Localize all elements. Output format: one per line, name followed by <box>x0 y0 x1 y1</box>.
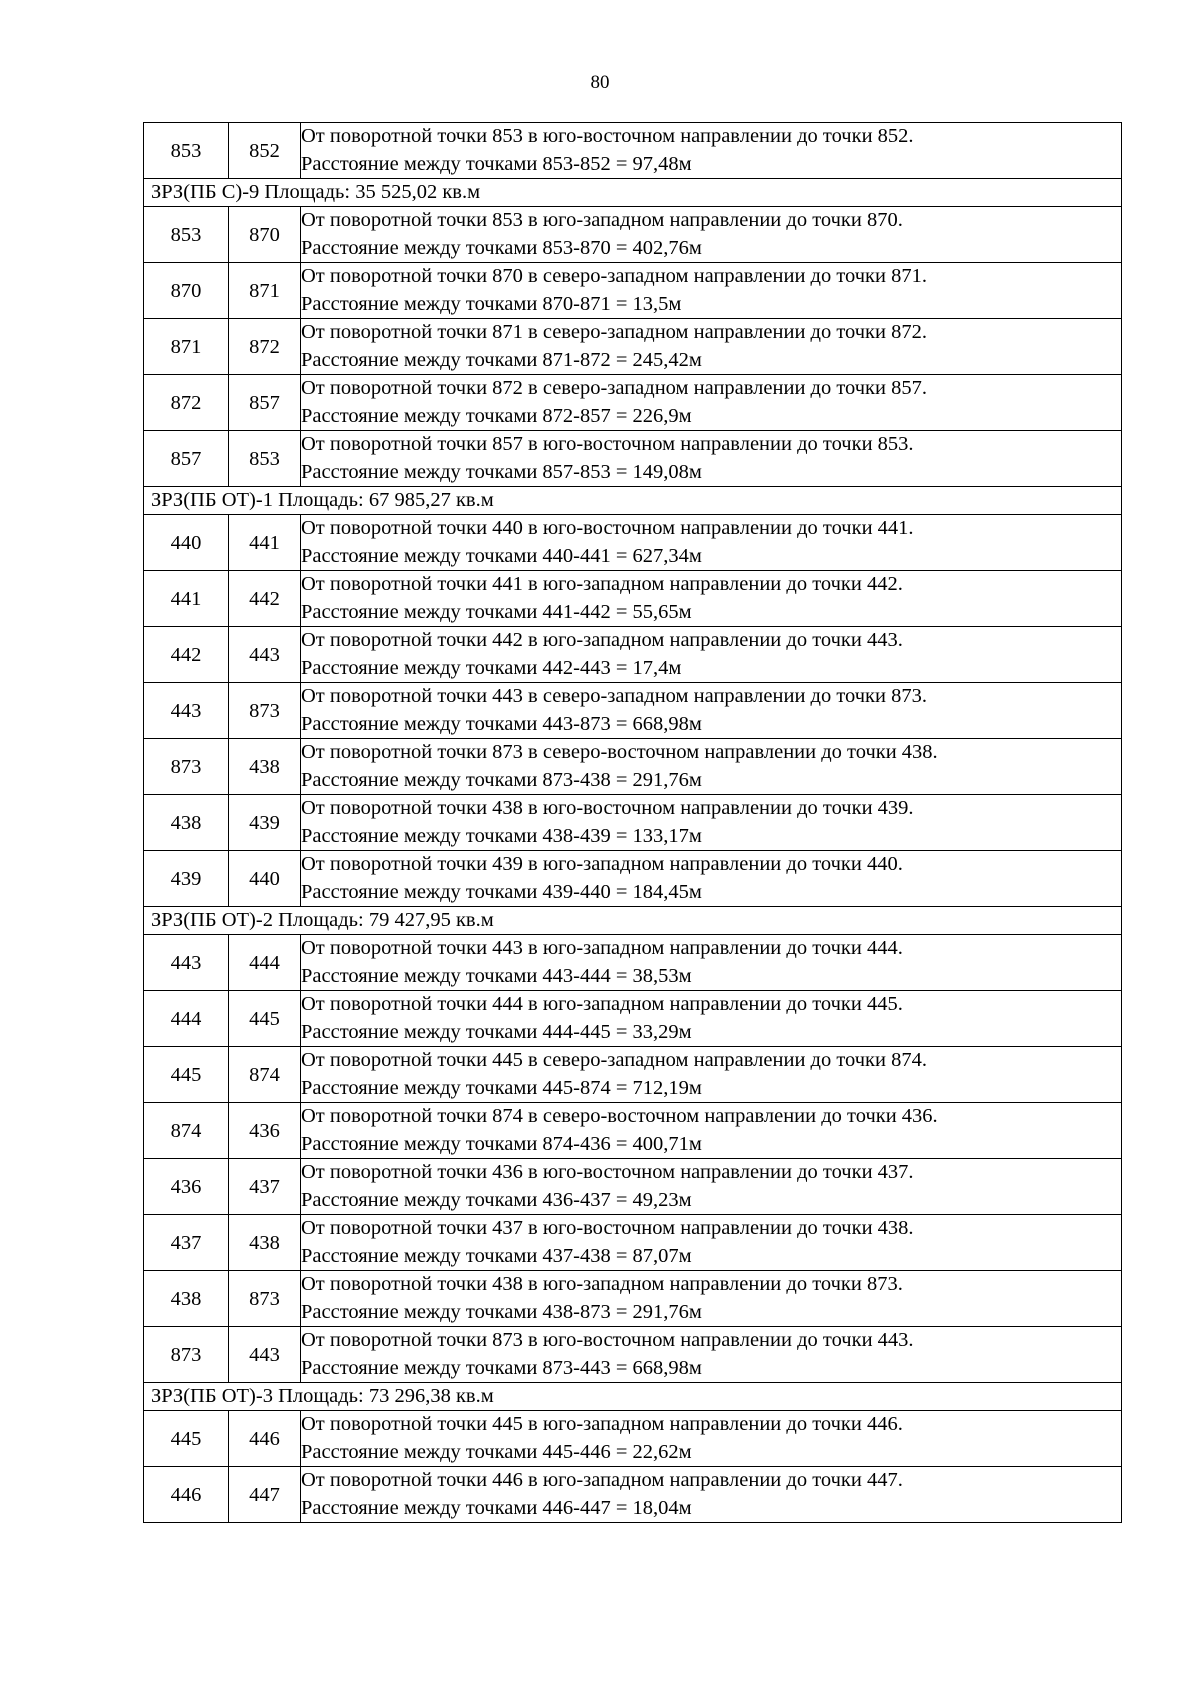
from-point-cell: 440 <box>144 515 229 571</box>
distance-text: Расстояние между точками 436-437 = 49,23м <box>301 1188 692 1211</box>
description-cell <box>301 1411 1122 1467</box>
from-point-cell: 444 <box>144 991 229 1047</box>
direction-text: От поворотной точки 445 в юго-западном направлении до точки 446. <box>301 1413 903 1435</box>
boundary-table <box>143 122 1122 1523</box>
description-cell <box>301 263 1122 319</box>
segment-row <box>144 1047 1122 1103</box>
distance-text: Расстояние между точками 443-873 = 668,98м <box>301 712 702 735</box>
to-point-cell: 870 <box>229 207 301 263</box>
distance-text: Расстояние между точками 874-436 = 400,71м <box>301 1132 702 1155</box>
from-point-cell: 445 <box>144 1411 229 1467</box>
to-point-cell: 440 <box>229 851 301 907</box>
direction-text: От поворотной точки 439 в юго-западном направлении до точки 440. <box>301 853 903 875</box>
distance-text: Расстояние между точками 442-443 = 17,4м <box>301 656 682 679</box>
boundary-table-body <box>144 123 1122 1523</box>
to-point-cell: 439 <box>229 795 301 851</box>
from-point-cell: 437 <box>144 1215 229 1271</box>
description-cell <box>301 935 1122 991</box>
from-point-cell: 871 <box>144 319 229 375</box>
to-point-cell: 438 <box>229 1215 301 1271</box>
distance-text: Расстояние между точками 441-442 = 55,65м <box>301 600 692 623</box>
to-point-cell: 857 <box>229 375 301 431</box>
to-point-cell: 873 <box>229 683 301 739</box>
description-cell <box>301 683 1122 739</box>
to-point-cell: 441 <box>229 515 301 571</box>
direction-text: От поворотной точки 853 в юго-восточном направлении до точки 852. <box>301 125 914 147</box>
segment-row <box>144 1271 1122 1327</box>
direction-text: От поворотной точки 441 в юго-западном направлении до точки 442. <box>301 573 903 595</box>
from-point-cell: 870 <box>144 263 229 319</box>
from-point-cell: 442 <box>144 627 229 683</box>
section-title: ЗРЗ(ПБ ОТ)-2 Площадь: 79 427,95 кв.м <box>144 907 1122 935</box>
to-point-cell: 442 <box>229 571 301 627</box>
segment-row <box>144 263 1122 319</box>
description-cell <box>301 1159 1122 1215</box>
section-header-row <box>144 907 1122 935</box>
direction-text: От поворотной точки 873 в северо-восточном направлении до точки 438. <box>301 741 938 763</box>
segment-row <box>144 571 1122 627</box>
segment-row <box>144 935 1122 991</box>
to-point-cell: 447 <box>229 1467 301 1523</box>
segment-row <box>144 123 1122 179</box>
section-header-row <box>144 179 1122 207</box>
direction-text: От поворотной точки 443 в юго-западном направлении до точки 444. <box>301 937 903 959</box>
page-number: 80 <box>590 72 610 93</box>
direction-text: От поворотной точки 442 в юго-западном направлении до точки 443. <box>301 629 903 651</box>
direction-text: От поворотной точки 444 в юго-западном направлении до точки 445. <box>301 993 903 1015</box>
section-header-row <box>144 487 1122 515</box>
segment-row <box>144 1467 1122 1523</box>
distance-text: Расстояние между точками 444-445 = 33,29м <box>301 1020 692 1043</box>
direction-text: От поворотной точки 436 в юго-восточном направлении до точки 437. <box>301 1161 914 1183</box>
from-point-cell: 443 <box>144 683 229 739</box>
direction-text: От поворотной точки 873 в юго-восточном направлении до точки 443. <box>301 1329 914 1351</box>
to-point-cell: 436 <box>229 1103 301 1159</box>
direction-text: От поворотной точки 438 в юго-восточном направлении до точки 439. <box>301 797 914 819</box>
description-cell <box>301 571 1122 627</box>
section-title: ЗРЗ(ПБ ОТ)-1 Площадь: 67 985,27 кв.м <box>144 487 1122 515</box>
segment-row <box>144 1411 1122 1467</box>
segment-row <box>144 431 1122 487</box>
distance-text: Расстояние между точками 872-857 = 226,9м <box>301 404 692 427</box>
description-cell <box>301 739 1122 795</box>
from-point-cell: 446 <box>144 1467 229 1523</box>
direction-text: От поворотной точки 874 в северо-восточном направлении до точки 436. <box>301 1105 938 1127</box>
distance-text: Расстояние между точками 853-852 = 97,48м <box>301 152 692 175</box>
from-point-cell: 872 <box>144 375 229 431</box>
segment-row <box>144 1103 1122 1159</box>
description-cell <box>301 1103 1122 1159</box>
from-point-cell: 436 <box>144 1159 229 1215</box>
segment-row <box>144 375 1122 431</box>
to-point-cell: 873 <box>229 1271 301 1327</box>
description-cell <box>301 991 1122 1047</box>
to-point-cell: 853 <box>229 431 301 487</box>
to-point-cell: 852 <box>229 123 301 179</box>
distance-text: Расстояние между точками 853-870 = 402,76м <box>301 236 702 259</box>
distance-text: Расстояние между точками 440-441 = 627,34м <box>301 544 702 567</box>
to-point-cell: 443 <box>229 627 301 683</box>
distance-text: Расстояние между точками 443-444 = 38,53м <box>301 964 692 987</box>
segment-row <box>144 207 1122 263</box>
to-point-cell: 871 <box>229 263 301 319</box>
distance-text: Расстояние между точками 870-871 = 13,5м <box>301 292 682 315</box>
description-cell <box>301 1215 1122 1271</box>
description-cell <box>301 515 1122 571</box>
segment-row <box>144 627 1122 683</box>
segment-row <box>144 795 1122 851</box>
distance-text: Расстояние между точками 873-443 = 668,98м <box>301 1356 702 1379</box>
direction-text: От поворотной точки 853 в юго-западном направлении до точки 870. <box>301 209 903 231</box>
from-point-cell: 853 <box>144 207 229 263</box>
distance-text: Расстояние между точками 446-447 = 18,04м <box>301 1496 692 1519</box>
to-point-cell: 872 <box>229 319 301 375</box>
from-point-cell: 438 <box>144 795 229 851</box>
description-cell <box>301 1271 1122 1327</box>
direction-text: От поворотной точки 437 в юго-восточном направлении до точки 438. <box>301 1217 914 1239</box>
section-header-row <box>144 1383 1122 1411</box>
segment-row <box>144 739 1122 795</box>
distance-text: Расстояние между точками 438-873 = 291,76м <box>301 1300 702 1323</box>
description-cell <box>301 795 1122 851</box>
from-point-cell: 439 <box>144 851 229 907</box>
description-cell <box>301 1327 1122 1383</box>
direction-text: От поворотной точки 871 в северо-западном направлении до точки 872. <box>301 321 927 343</box>
direction-text: От поворотной точки 440 в юго-восточном направлении до точки 441. <box>301 517 914 539</box>
to-point-cell: 443 <box>229 1327 301 1383</box>
segment-row <box>144 991 1122 1047</box>
distance-text: Расстояние между точками 857-853 = 149,08м <box>301 460 702 483</box>
description-cell <box>301 627 1122 683</box>
from-point-cell: 438 <box>144 1271 229 1327</box>
description-cell <box>301 123 1122 179</box>
distance-text: Расстояние между точками 445-874 = 712,19м <box>301 1076 702 1099</box>
direction-text: От поворотной точки 445 в северо-западном направлении до точки 874. <box>301 1049 927 1071</box>
description-cell <box>301 319 1122 375</box>
from-point-cell: 873 <box>144 1327 229 1383</box>
distance-text: Расстояние между точками 438-439 = 133,17м <box>301 824 702 847</box>
direction-text: От поворотной точки 443 в северо-западном направлении до точки 873. <box>301 685 927 707</box>
distance-text: Расстояние между точками 871-872 = 245,42м <box>301 348 702 371</box>
from-point-cell: 857 <box>144 431 229 487</box>
segment-row <box>144 851 1122 907</box>
to-point-cell: 444 <box>229 935 301 991</box>
direction-text: От поворотной точки 446 в юго-западном направлении до точки 447. <box>301 1469 903 1491</box>
distance-text: Расстояние между точками 873-438 = 291,76м <box>301 768 702 791</box>
segment-row <box>144 319 1122 375</box>
segment-row <box>144 1215 1122 1271</box>
distance-text: Расстояние между точками 439-440 = 184,45м <box>301 880 702 903</box>
from-point-cell: 873 <box>144 739 229 795</box>
distance-text: Расстояние между точками 437-438 = 87,07м <box>301 1244 692 1267</box>
from-point-cell: 445 <box>144 1047 229 1103</box>
from-point-cell: 853 <box>144 123 229 179</box>
from-point-cell: 874 <box>144 1103 229 1159</box>
to-point-cell: 874 <box>229 1047 301 1103</box>
segment-row <box>144 1159 1122 1215</box>
description-cell <box>301 375 1122 431</box>
to-point-cell: 438 <box>229 739 301 795</box>
distance-text: Расстояние между точками 445-446 = 22,62м <box>301 1440 692 1463</box>
section-title: ЗРЗ(ПБ ОТ)-3 Площадь: 73 296,38 кв.м <box>144 1383 1122 1411</box>
from-point-cell: 441 <box>144 571 229 627</box>
to-point-cell: 437 <box>229 1159 301 1215</box>
segment-row <box>144 1327 1122 1383</box>
direction-text: От поворотной точки 438 в юго-западном направлении до точки 873. <box>301 1273 903 1295</box>
description-cell <box>301 851 1122 907</box>
to-point-cell: 445 <box>229 991 301 1047</box>
to-point-cell: 446 <box>229 1411 301 1467</box>
description-cell <box>301 431 1122 487</box>
description-cell <box>301 1047 1122 1103</box>
direction-text: От поворотной точки 872 в северо-западном направлении до точки 857. <box>301 377 927 399</box>
section-title: ЗРЗ(ПБ С)-9 Площадь: 35 525,02 кв.м <box>144 179 1122 207</box>
from-point-cell: 443 <box>144 935 229 991</box>
description-cell <box>301 207 1122 263</box>
segment-row <box>144 683 1122 739</box>
direction-text: От поворотной точки 870 в северо-западном направлении до точки 871. <box>301 265 927 287</box>
description-cell <box>301 1467 1122 1523</box>
segment-row <box>144 515 1122 571</box>
direction-text: От поворотной точки 857 в юго-восточном направлении до точки 853. <box>301 433 914 455</box>
